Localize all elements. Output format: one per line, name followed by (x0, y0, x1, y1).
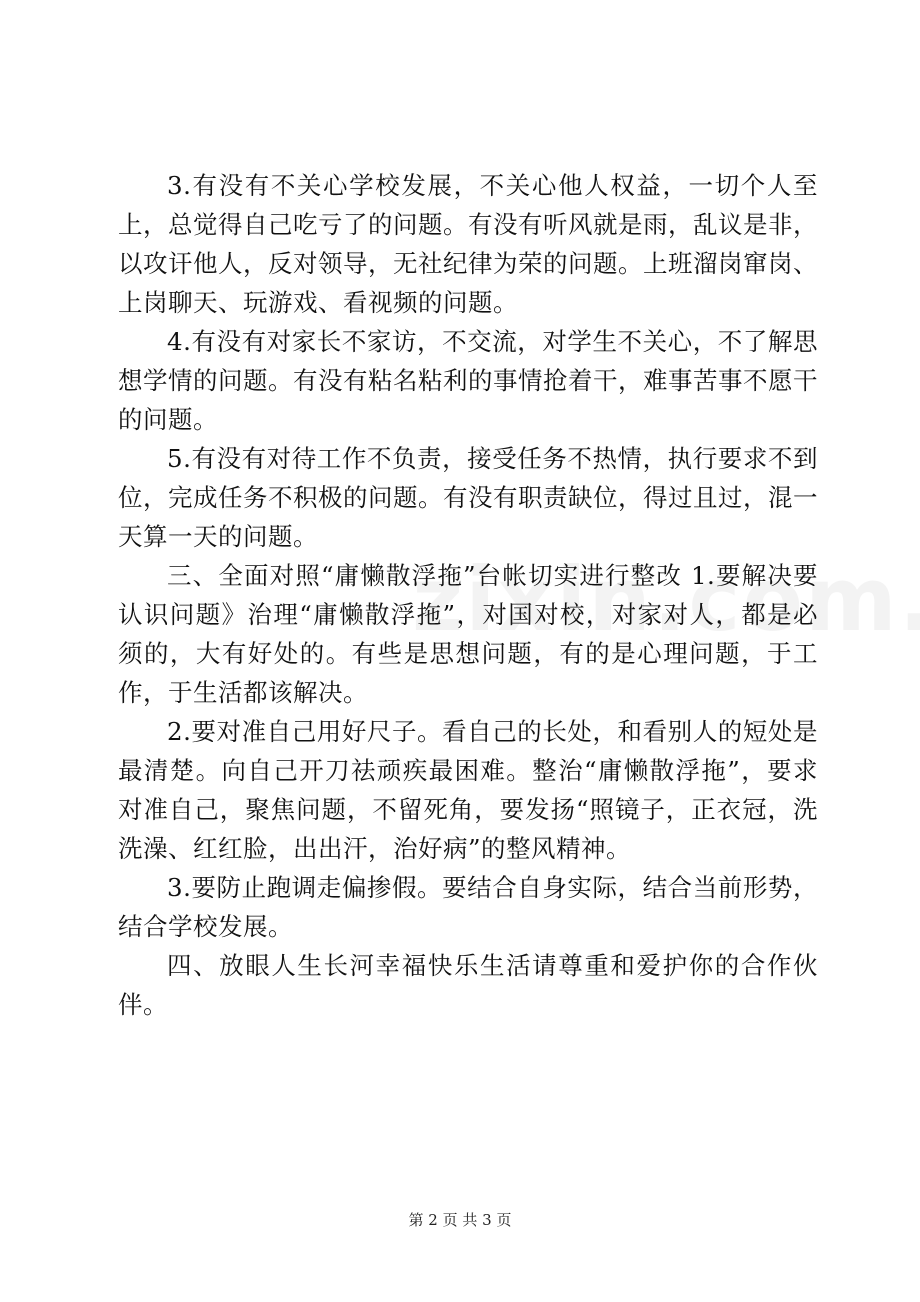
page-footer: 第 2 页 共 3 页 (408, 1211, 512, 1229)
paragraph-item-2: 2.要对准自己用好尺子。看自己的长处，和看别人的短处是最清楚。向自己开刀祛顽疾最困难。整治“庸懒散浮拖”，要求对准自己，聚焦问题，不留死角，要发扬“照镜子，正衣冠，洗洗澡、红红脸，出出汗，治好病”的整风精神。 (118, 717, 818, 863)
paragraph-item-5: 5.有没有对待工作不负责，接受任务不热情，执行要求不到位，完成任务不积极的问题。有没有职责缺位，得过且过，混一天算一天的问题。 (118, 444, 818, 551)
paragraph-item-3: 3.有没有不关心学校发展，不关心他人权益，一切个人至上，总觉得自己吃亏了的问题。有没有听风就是雨，乱议是非，以攻讦他人，反对领导，无社纪律为荣的问题。上班溜岗窜岗、上岗聊天、玩游戏、看视频的问题。 (118, 171, 818, 317)
document-body (118, 166, 818, 1024)
section-three-paragraph: 三、全面对照“庸懒散浮拖”台帐切实进行整改 1.要解决要认识问题》治理“庸懒散浮拖”，对国对校，对家对人，都是必须的，大有好处的。有些是思想问题，有的是心理问题，于工作，于生活都该解决。 (118, 561, 818, 707)
section-four-paragraph: 四、放眼人生长河幸福快乐生活请尊重和爱护你的合作伙伴。 (118, 951, 818, 1019)
paragraph-item-4: 4.有没有对家长不家访，不交流，对学生不关心，不了解思想学情的问题。有没有粘名粘利的事情抢着干，难事苦事不愿干的问题。 (118, 327, 818, 434)
paragraph-item-3b: 3.要防止跑调走偏掺假。要结合自身实际，结合当前形势，结合学校发展。 (118, 873, 818, 941)
